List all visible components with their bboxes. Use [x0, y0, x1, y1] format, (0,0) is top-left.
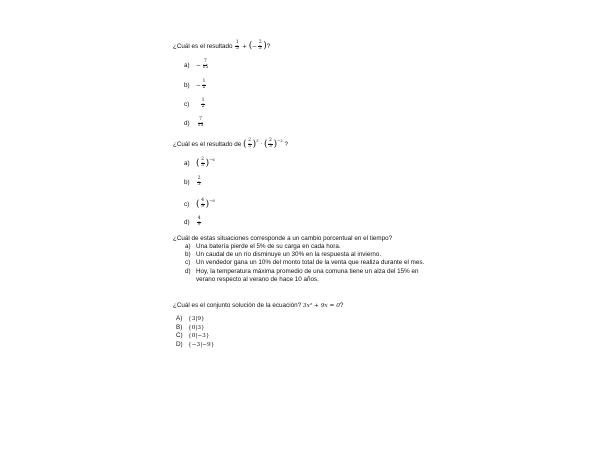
q2-exponent-2: −2 — [277, 138, 283, 143]
q1-plus: + — [242, 43, 247, 50]
q1-option-a: a) − $\frac{7}{15}$ — [184, 59, 209, 70]
question-2-prefix: ¿Cuál es el resultado de — [173, 141, 242, 148]
q3-option-d: d) Hoy, la temperatura máxima promedio de una comuna tiene un alza del 15% en verano respecto al verano de hace 10 años. — [185, 267, 419, 283]
q2-option-d: d) $\frac{4}{9}$ — [184, 216, 201, 227]
question-1-prefix: ¿Cuál es el resultado — [173, 42, 233, 50]
q3-option-c: c) Un vendedor gana un 10% del monto total de la venta que realiza durante el mes. — [185, 259, 425, 267]
q4-options — [176, 315, 214, 349]
q4-option-c: C) {0|−3} — [176, 332, 210, 340]
q4-equation: 3x² + 9x = 0 — [302, 303, 340, 309]
q2-question-mark: ? — [284, 141, 288, 148]
q2-fraction-2: $\frac{2}{3}$ — [269, 138, 272, 149]
question-2: ¿Cuál es el resultado de ( $\frac{2}{3}$ )$^3$ · ( $\frac{2}{3}$ )$^{-2}$ ? — [173, 138, 288, 150]
question-4: ¿Cuál es el conjunto solución de la ecuación? 3x² + 9x = 0? — [173, 302, 344, 309]
q2-option-a: a) ( $\frac{2}{3}$ )$^{-6}$ — [184, 157, 215, 169]
q3-options — [185, 243, 435, 284]
q3-option-b: b) Un caudal de un río disminuye un 30% en la respuesta al invierno. — [185, 251, 382, 259]
q1-fraction-2: $\frac{2}{3}$ — [258, 40, 262, 51]
q1-option-d: d) $\frac{7}{15}$ — [184, 117, 204, 128]
q2-option-b: b) $\frac{2}{3}$ — [184, 176, 201, 187]
q2-dot: · — [260, 142, 263, 148]
q1-option-c: c) $\frac{1}{2}$ — [184, 98, 205, 109]
q1-question-mark: ? — [266, 42, 271, 50]
q2-option-c: c) ( $\frac{4}{9}$ )$^{-6}$ — [184, 198, 215, 210]
q4-option-d: D) {−3|−9} — [176, 340, 215, 348]
question-3: ¿Cuál de estas situaciones corresponde a un cambio porcentual en el tiempo? — [173, 235, 393, 242]
q2-exponent-1: 3 — [256, 138, 259, 143]
q3-option-a: a) Una batería pierde el 5% de su carga en cada hora. — [185, 243, 341, 250]
q1-minus: − — [252, 43, 258, 50]
question-1: ¿Cuál es el resultado $\frac{1}{5}$ + (− $\frac{2}{3}$ )? — [173, 40, 271, 52]
q4-option-a: A) {3|9} — [176, 315, 205, 322]
question-4-text: ¿Cuál es el conjunto solución de la ecuación? — [173, 302, 302, 309]
q1-fraction-1: $\frac{1}{5}$ — [235, 40, 239, 51]
q2-fraction-1: $\frac{2}{3}$ — [248, 138, 252, 149]
q4-option-b: B) {0|3} — [176, 323, 205, 331]
q1-option-b: b) − $\frac{1}{2}$ — [184, 79, 206, 90]
